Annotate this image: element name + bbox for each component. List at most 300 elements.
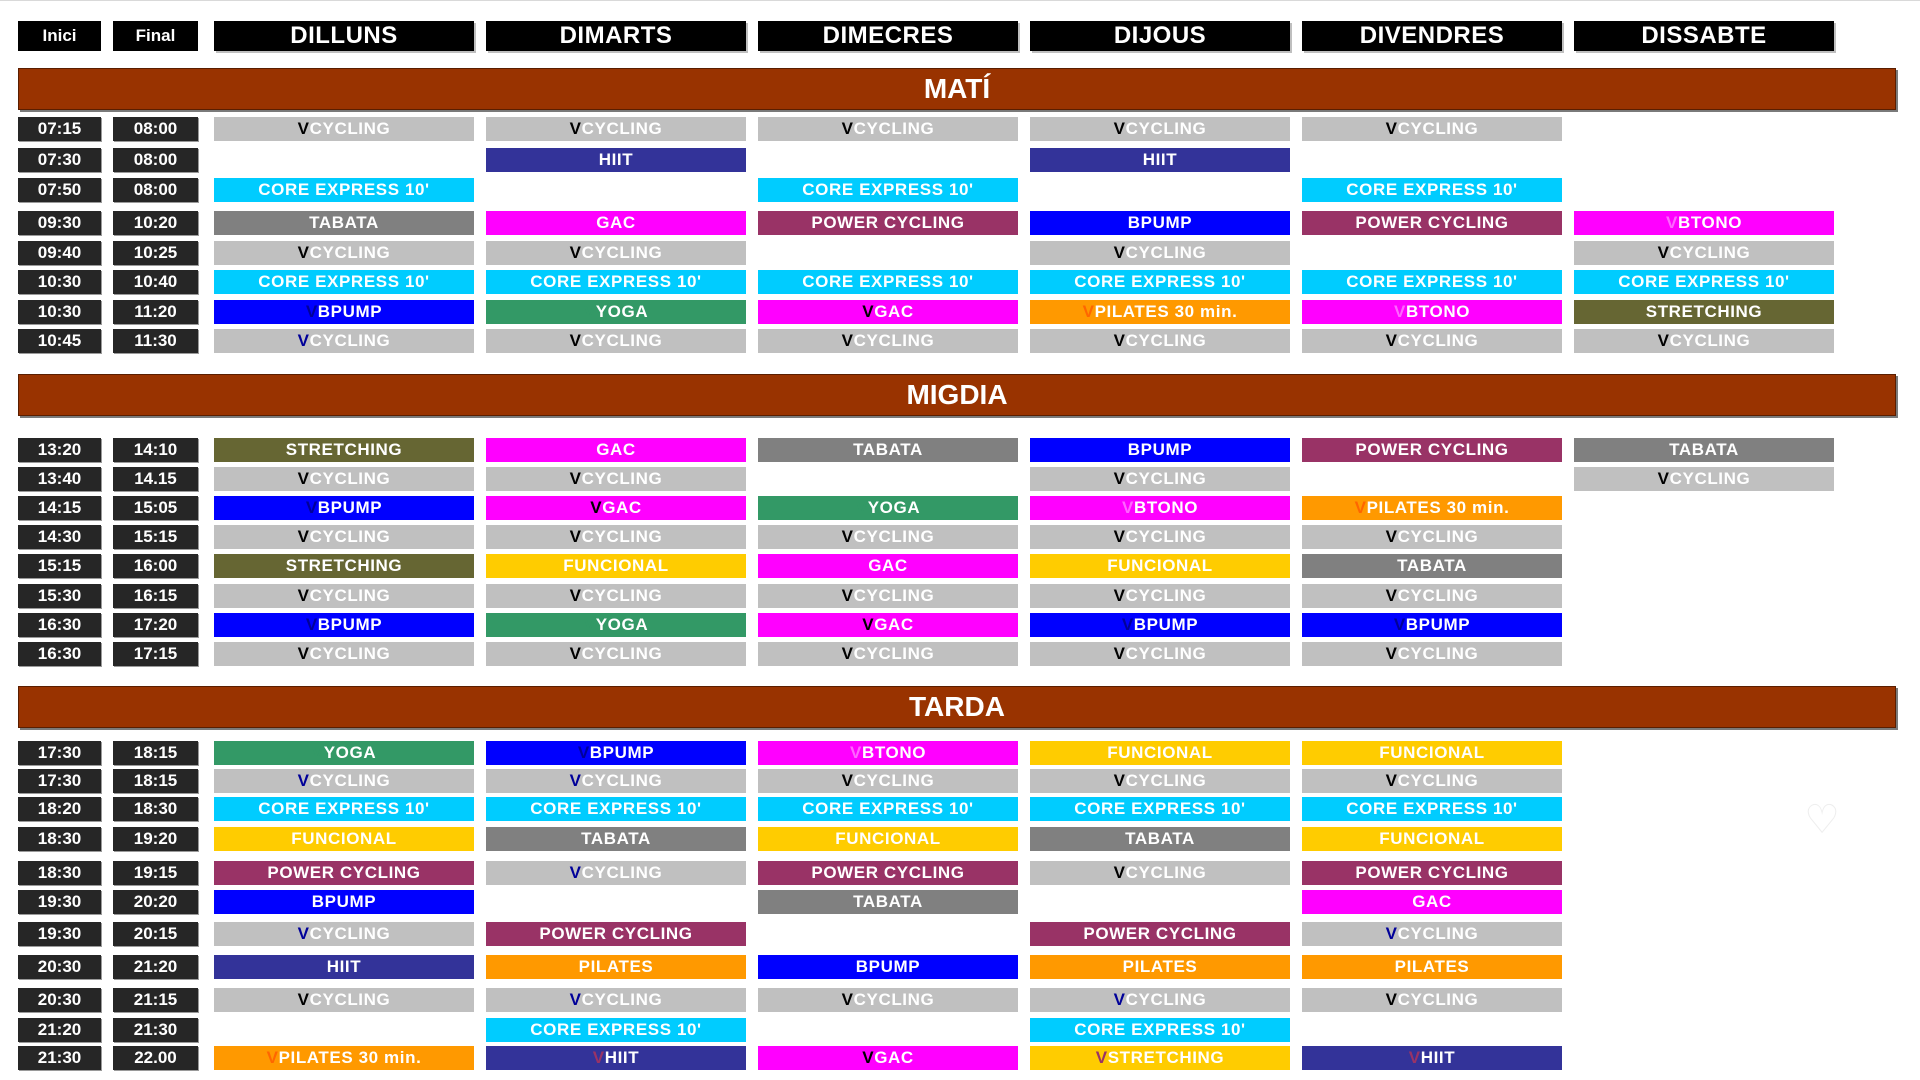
class-cell-dimarts[interactable]	[486, 329, 746, 353]
class-cell-dimarts[interactable]	[486, 1046, 746, 1070]
day-header-divendres: DIVENDRES	[1302, 21, 1562, 51]
class-name: BPUMP	[1127, 213, 1193, 232]
end-time: 18:15	[113, 741, 198, 765]
class-name: YOGA	[595, 615, 649, 634]
class-cell-dijous[interactable]	[1030, 525, 1290, 549]
section-title: MATÍ	[923, 73, 991, 104]
end-time: 16:00	[113, 554, 198, 578]
class-cell-dimecres[interactable]	[758, 211, 1018, 235]
class-name: CORE EXPRESS 10'	[1346, 272, 1518, 291]
start-time: 20:30	[18, 955, 101, 979]
class-prefix: V	[1408, 1048, 1421, 1067]
class-name: STRETCHING	[1107, 1048, 1225, 1067]
class-cell-dilluns[interactable]	[214, 1046, 474, 1070]
class-cell-dimarts[interactable]	[486, 1018, 746, 1042]
class-prefix: V	[1113, 644, 1126, 663]
class-cell-dissabte[interactable]	[1574, 438, 1834, 462]
class-prefix: V	[1113, 469, 1126, 488]
class-cell-dimarts[interactable]	[486, 554, 746, 578]
class-cell-dimarts[interactable]	[486, 861, 746, 885]
class-prefix: V	[1354, 498, 1367, 517]
class-name: YOGA	[867, 498, 921, 517]
class-cell-dilluns[interactable]	[214, 525, 474, 549]
class-name: HIIT	[604, 1048, 640, 1067]
class-cell-dijous[interactable]	[1030, 827, 1290, 851]
start-time: 17:30	[18, 769, 101, 793]
class-prefix: V	[1657, 331, 1670, 350]
class-name: HIIT	[326, 957, 362, 976]
class-cell-dimarts[interactable]	[486, 769, 746, 793]
class-name: CORE EXPRESS 10'	[1074, 272, 1246, 291]
class-cell-dimarts[interactable]	[486, 741, 746, 765]
class-cell-dimarts[interactable]	[486, 827, 746, 851]
class-cell-dimecres[interactable]	[758, 584, 1018, 608]
class-prefix: V	[841, 586, 854, 605]
class-cell-dilluns[interactable]	[214, 300, 474, 324]
class-name: TABATA	[581, 829, 651, 848]
class-name: CORE EXPRESS 10'	[1346, 799, 1518, 818]
class-name: BPUMP	[317, 302, 383, 321]
class-cell-dimecres[interactable]	[758, 525, 1018, 549]
start-time: 13:20	[18, 438, 101, 462]
class-cell-dilluns[interactable]	[214, 827, 474, 851]
class-cell-divendres[interactable]	[1302, 329, 1562, 353]
end-time: 10:20	[113, 211, 198, 235]
class-cell-dijous[interactable]	[1030, 148, 1290, 172]
class-name: CYCLING	[1397, 331, 1479, 350]
class-name: CYCLING	[1125, 771, 1207, 790]
class-name: YOGA	[323, 743, 377, 762]
class-name: CYCLING	[581, 586, 663, 605]
class-cell-dilluns[interactable]	[214, 769, 474, 793]
class-cell-dilluns[interactable]	[214, 211, 474, 235]
class-prefix: V	[1385, 119, 1398, 138]
class-prefix: V	[297, 644, 310, 663]
class-cell-dimecres[interactable]	[758, 955, 1018, 979]
class-prefix: V	[841, 119, 854, 138]
class-cell-dimecres[interactable]	[758, 178, 1018, 202]
class-prefix: V	[1393, 302, 1406, 321]
class-cell-dijous[interactable]	[1030, 329, 1290, 353]
class-cell-dilluns[interactable]	[214, 988, 474, 1012]
class-prefix: V	[849, 743, 862, 762]
class-cell-dilluns[interactable]	[214, 329, 474, 353]
class-prefix: V	[862, 1048, 875, 1067]
end-time: 15:05	[113, 496, 198, 520]
class-name: CYCLING	[853, 990, 935, 1009]
class-cell-divendres[interactable]	[1302, 270, 1562, 294]
class-cell-dimarts[interactable]	[486, 988, 746, 1012]
class-prefix: V	[862, 302, 875, 321]
class-cell-dimecres[interactable]	[758, 117, 1018, 141]
heart-icon[interactable]: ♡	[1804, 797, 1840, 843]
class-cell-dilluns[interactable]	[214, 496, 474, 520]
class-prefix: V	[855, 498, 868, 517]
class-name: PILATES	[1122, 957, 1198, 976]
end-time: 22.00	[113, 1046, 198, 1070]
class-cell-dimarts[interactable]	[486, 797, 746, 821]
class-name: CYCLING	[853, 644, 935, 663]
class-name: FUNCIONAL	[835, 829, 941, 848]
class-name: CYCLING	[1397, 771, 1479, 790]
class-name: CYCLING	[309, 771, 391, 790]
start-time: 15:15	[18, 554, 101, 578]
class-cell-dijous[interactable]	[1030, 1046, 1290, 1070]
class-name: CYCLING	[1669, 331, 1751, 350]
class-cell-dilluns[interactable]	[214, 613, 474, 637]
class-name: CYCLING	[581, 644, 663, 663]
class-cell-dimecres[interactable]	[758, 890, 1018, 914]
class-prefix: V	[266, 1048, 279, 1067]
class-name: CYCLING	[1397, 586, 1479, 605]
class-cell-dissabte[interactable]	[1574, 467, 1834, 491]
class-cell-divendres[interactable]	[1302, 988, 1562, 1012]
class-name: CYCLING	[1669, 469, 1751, 488]
class-prefix: V	[1113, 331, 1126, 350]
class-cell-dijous[interactable]	[1030, 769, 1290, 793]
class-cell-divendres[interactable]	[1302, 1046, 1562, 1070]
class-name: STRETCHING	[285, 440, 403, 459]
class-cell-dimecres[interactable]	[758, 300, 1018, 324]
class-cell-dijous[interactable]	[1030, 554, 1290, 578]
class-name: CYCLING	[1397, 527, 1479, 546]
class-name: BPUMP	[855, 957, 921, 976]
top-divider	[0, 0, 1920, 6]
class-cell-dimecres[interactable]	[758, 797, 1018, 821]
class-name: PILATES	[1394, 957, 1470, 976]
class-name: CYCLING	[309, 924, 391, 943]
class-cell-dimarts[interactable]	[486, 642, 746, 666]
end-time: 08:00	[113, 148, 198, 172]
class-prefix: V	[590, 498, 603, 517]
class-name: POWER CYCLING	[1083, 924, 1237, 943]
class-cell-dijous[interactable]	[1030, 1018, 1290, 1042]
section-title: MIGDIA	[906, 379, 1008, 410]
class-cell-dimarts[interactable]	[486, 955, 746, 979]
class-prefix: V	[569, 990, 582, 1009]
section-bar-tarda	[18, 686, 1896, 728]
class-cell-dijous[interactable]	[1030, 741, 1290, 765]
class-prefix: V	[569, 243, 582, 262]
class-prefix: V	[1082, 302, 1095, 321]
class-prefix: V	[1665, 213, 1678, 232]
class-cell-dijous[interactable]	[1030, 117, 1290, 141]
class-cell-dijous[interactable]	[1030, 300, 1290, 324]
class-cell-divendres[interactable]	[1302, 438, 1562, 462]
class-name: TABATA	[1669, 440, 1739, 459]
class-cell-dilluns[interactable]	[214, 741, 474, 765]
class-name: POWER CYCLING	[267, 863, 421, 882]
class-cell-divendres[interactable]	[1302, 584, 1562, 608]
start-time: 21:30	[18, 1046, 101, 1070]
class-cell-dimarts[interactable]	[486, 117, 746, 141]
class-name: POWER CYCLING	[811, 213, 965, 232]
class-cell-dijous[interactable]	[1030, 613, 1290, 637]
class-name: CORE EXPRESS 10'	[258, 180, 430, 199]
start-time: 20:30	[18, 988, 101, 1012]
class-name: CORE EXPRESS 10'	[258, 272, 430, 291]
day-header-dimarts: DIMARTS	[486, 21, 746, 51]
class-name: CYCLING	[581, 771, 663, 790]
class-cell-divendres[interactable]	[1302, 496, 1562, 520]
class-cell-dissabte[interactable]	[1574, 241, 1834, 265]
class-name: BTONO	[1405, 302, 1471, 321]
class-cell-dilluns[interactable]	[214, 178, 474, 202]
class-name: CORE EXPRESS 10'	[530, 1020, 702, 1039]
class-prefix: V	[1657, 243, 1670, 262]
class-cell-dissabte[interactable]	[1574, 270, 1834, 294]
class-cell-dilluns[interactable]	[214, 584, 474, 608]
class-cell-dilluns[interactable]	[214, 797, 474, 821]
start-time: 18:30	[18, 827, 101, 851]
class-cell-dimarts[interactable]	[486, 241, 746, 265]
start-column-header: Inici	[18, 21, 101, 51]
class-cell-divendres[interactable]	[1302, 178, 1562, 202]
class-cell-dijous[interactable]	[1030, 241, 1290, 265]
class-cell-divendres[interactable]	[1302, 741, 1562, 765]
class-name: TABATA	[1397, 556, 1467, 575]
class-cell-divendres[interactable]	[1302, 613, 1562, 637]
class-cell-dijous[interactable]	[1030, 211, 1290, 235]
class-cell-divendres[interactable]	[1302, 642, 1562, 666]
class-cell-divendres[interactable]	[1302, 827, 1562, 851]
class-name: BPUMP	[317, 498, 383, 517]
class-cell-dijous[interactable]	[1030, 584, 1290, 608]
class-prefix: V	[1121, 498, 1134, 517]
class-cell-dimarts[interactable]	[486, 438, 746, 462]
class-cell-dimecres[interactable]	[758, 769, 1018, 793]
class-cell-dimecres[interactable]	[758, 1046, 1018, 1070]
class-cell-divendres[interactable]	[1302, 797, 1562, 821]
class-cell-dilluns[interactable]	[214, 890, 474, 914]
class-cell-dimecres[interactable]	[758, 642, 1018, 666]
class-cell-dimecres[interactable]	[758, 554, 1018, 578]
class-name: CYCLING	[1397, 119, 1479, 138]
end-time: 11:30	[113, 329, 198, 353]
class-cell-divendres[interactable]	[1302, 769, 1562, 793]
class-cell-dimarts[interactable]	[486, 496, 746, 520]
class-name: CYCLING	[1125, 331, 1207, 350]
class-cell-divendres[interactable]	[1302, 890, 1562, 914]
start-time: 21:20	[18, 1018, 101, 1042]
class-cell-dimarts[interactable]	[486, 148, 746, 172]
class-cell-dimarts[interactable]	[486, 270, 746, 294]
end-column-header: Final	[113, 21, 198, 51]
start-time: 14:30	[18, 525, 101, 549]
class-prefix: V	[297, 469, 310, 488]
class-prefix: V	[577, 743, 590, 762]
class-cell-dimarts[interactable]	[486, 525, 746, 549]
class-cell-dimarts[interactable]	[486, 922, 746, 946]
class-cell-dilluns[interactable]	[214, 642, 474, 666]
class-name: CYCLING	[581, 331, 663, 350]
class-name: PILATES	[578, 957, 654, 976]
class-name: STRETCHING	[1645, 302, 1763, 321]
class-name: CYCLING	[309, 469, 391, 488]
class-name: CORE EXPRESS 10'	[530, 272, 702, 291]
class-name: CYCLING	[309, 586, 391, 605]
class-cell-dimecres[interactable]	[758, 827, 1018, 851]
start-time: 19:30	[18, 890, 101, 914]
class-prefix: V	[1113, 119, 1126, 138]
end-time: 21:15	[113, 988, 198, 1012]
class-cell-divendres[interactable]	[1302, 300, 1562, 324]
class-cell-divendres[interactable]	[1302, 117, 1562, 141]
end-time: 15:15	[113, 525, 198, 549]
class-name: FUNCIONAL	[1107, 556, 1213, 575]
class-prefix: V	[297, 119, 310, 138]
class-cell-divendres[interactable]	[1302, 211, 1562, 235]
class-cell-divendres[interactable]	[1302, 554, 1562, 578]
class-cell-dimecres[interactable]	[758, 988, 1018, 1012]
class-name: STRETCHING	[285, 556, 403, 575]
class-cell-dimecres[interactable]	[758, 438, 1018, 462]
class-prefix: V	[1385, 924, 1398, 943]
class-cell-dijous[interactable]	[1030, 642, 1290, 666]
class-name: CYCLING	[309, 644, 391, 663]
class-name: GAC	[596, 440, 636, 459]
class-prefix: V	[569, 586, 582, 605]
class-cell-dimarts[interactable]	[486, 613, 746, 637]
class-prefix: V	[1393, 615, 1406, 634]
class-cell-dijous[interactable]	[1030, 988, 1290, 1012]
end-time: 20:15	[113, 922, 198, 946]
class-name: CYCLING	[309, 243, 391, 262]
class-cell-dimecres[interactable]	[758, 741, 1018, 765]
class-cell-divendres[interactable]	[1302, 861, 1562, 885]
class-cell-dilluns[interactable]	[214, 554, 474, 578]
start-time: 09:40	[18, 241, 101, 265]
class-cell-dijous[interactable]	[1030, 438, 1290, 462]
class-cell-dijous[interactable]	[1030, 955, 1290, 979]
end-time: 20:20	[113, 890, 198, 914]
class-name: CYCLING	[581, 469, 663, 488]
class-cell-divendres[interactable]	[1302, 922, 1562, 946]
class-name: GAC	[868, 556, 908, 575]
class-name: CYCLING	[1125, 863, 1207, 882]
day-header-dilluns: DILLUNS	[214, 21, 474, 51]
class-cell-dissabte[interactable]	[1574, 300, 1834, 324]
class-prefix: V	[1121, 615, 1134, 634]
class-name: CYCLING	[1125, 243, 1207, 262]
class-name: HIIT	[1142, 150, 1178, 169]
class-name: CYCLING	[581, 990, 663, 1009]
class-name: FUNCIONAL	[563, 556, 669, 575]
class-cell-divendres[interactable]	[1302, 525, 1562, 549]
class-cell-dilluns[interactable]	[214, 955, 474, 979]
class-name: BTONO	[861, 743, 927, 762]
class-prefix: V	[1113, 527, 1126, 546]
start-time: 10:30	[18, 300, 101, 324]
class-name: GAC	[874, 302, 914, 321]
class-cell-dimarts[interactable]	[486, 467, 746, 491]
class-cell-dijous[interactable]	[1030, 922, 1290, 946]
class-prefix: V	[1385, 331, 1398, 350]
class-prefix: V	[297, 990, 310, 1009]
class-cell-dijous[interactable]	[1030, 861, 1290, 885]
class-name: POWER CYCLING	[1355, 863, 1509, 882]
section-bar-migdia	[18, 374, 1896, 416]
class-cell-dissabte[interactable]	[1574, 329, 1834, 353]
class-prefix: V	[569, 644, 582, 663]
start-time: 16:30	[18, 642, 101, 666]
class-prefix: V	[841, 527, 854, 546]
end-time: 18:30	[113, 797, 198, 821]
class-prefix: V	[569, 469, 582, 488]
class-prefix: V	[1113, 243, 1126, 262]
class-cell-dimecres[interactable]	[758, 861, 1018, 885]
class-prefix: V	[297, 527, 310, 546]
class-name: CYCLING	[1125, 469, 1207, 488]
class-name: CORE EXPRESS 10'	[1346, 180, 1518, 199]
class-name: GAC	[874, 1048, 914, 1067]
class-prefix: V	[297, 586, 310, 605]
class-cell-dijous[interactable]	[1030, 797, 1290, 821]
class-prefix: V	[305, 615, 318, 634]
class-name: CORE EXPRESS 10'	[802, 799, 974, 818]
class-cell-dimecres[interactable]	[758, 496, 1018, 520]
class-name: CORE EXPRESS 10'	[1618, 272, 1790, 291]
class-cell-dimecres[interactable]	[758, 270, 1018, 294]
class-name: CORE EXPRESS 10'	[258, 799, 430, 818]
class-cell-dilluns[interactable]	[214, 438, 474, 462]
class-cell-dilluns[interactable]	[214, 922, 474, 946]
class-name: GAC	[602, 498, 642, 517]
class-cell-divendres[interactable]	[1302, 955, 1562, 979]
class-name: PILATES 30 min.	[278, 1048, 422, 1067]
class-cell-dimarts[interactable]	[486, 300, 746, 324]
class-name: CYCLING	[581, 863, 663, 882]
class-cell-dissabte[interactable]	[1574, 211, 1834, 235]
day-header-dimecres: DIMECRES	[758, 21, 1018, 51]
class-prefix: V	[841, 331, 854, 350]
class-name: BPUMP	[1405, 615, 1471, 634]
class-name: CORE EXPRESS 10'	[530, 799, 702, 818]
class-cell-dijous[interactable]	[1030, 496, 1290, 520]
class-name: BPUMP	[317, 615, 383, 634]
class-name: CYCLING	[1397, 924, 1479, 943]
class-name: CYCLING	[853, 527, 935, 546]
class-name: POWER CYCLING	[1355, 440, 1509, 459]
start-time: 17:30	[18, 741, 101, 765]
class-name: GAC	[874, 615, 914, 634]
start-time: 14:15	[18, 496, 101, 520]
class-prefix: V	[1385, 586, 1398, 605]
class-cell-dilluns[interactable]	[214, 270, 474, 294]
class-cell-dilluns[interactable]	[214, 467, 474, 491]
class-name: TABATA	[309, 213, 379, 232]
class-name: HIIT	[1420, 1048, 1456, 1067]
class-cell-dimecres[interactable]	[758, 613, 1018, 637]
end-time: 17:20	[113, 613, 198, 637]
class-name: CYCLING	[1125, 990, 1207, 1009]
class-cell-dilluns[interactable]	[214, 117, 474, 141]
class-prefix: V	[1095, 1048, 1108, 1067]
class-name: TABATA	[1125, 829, 1195, 848]
class-cell-dimarts[interactable]	[486, 584, 746, 608]
class-cell-dilluns[interactable]	[214, 241, 474, 265]
class-prefix: V	[583, 615, 596, 634]
class-cell-dijous[interactable]	[1030, 270, 1290, 294]
start-time: 13:40	[18, 467, 101, 491]
class-name: CYCLING	[1125, 644, 1207, 663]
section-bar-matí	[18, 68, 1896, 110]
class-cell-dilluns[interactable]	[214, 861, 474, 885]
class-cell-dijous[interactable]	[1030, 467, 1290, 491]
class-cell-dimecres[interactable]	[758, 329, 1018, 353]
start-time: 07:50	[18, 178, 101, 202]
class-cell-dimarts[interactable]	[486, 211, 746, 235]
